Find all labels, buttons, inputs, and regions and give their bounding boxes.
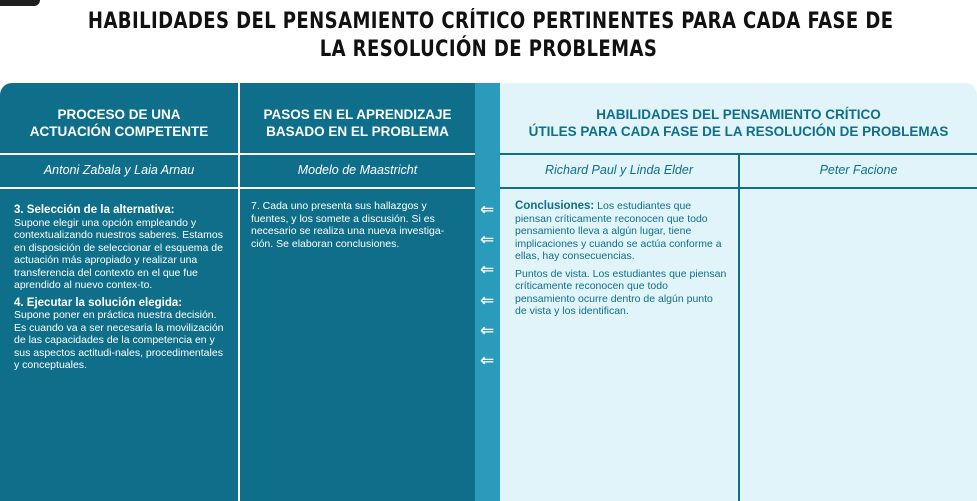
authors-facione: Peter Facione — [819, 163, 898, 177]
title-line-1: HABILIDADES DEL PENSAMIENTO CRÍTICO PERTINENTES PARA CADA FASE DE — [87, 9, 894, 34]
conclusions-text: Los estudiantes que piensan críticamente reconocen que todo pensamiento lleva a algún lugar, tiene implicaciones y cuando se actúa conforme a ellas, hay consecuencias. — [515, 200, 722, 262]
paul-elder-body — [515, 200, 727, 323]
competent-action-body — [14, 204, 230, 377]
authors-paul-elder: Richard Paul y Linda Elder — [545, 163, 693, 177]
authors-zabala-arnau: Antoni Zabala y Laia Arnau — [43, 163, 195, 177]
header-divider-1 — [0, 153, 238, 155]
step-3-title: 3. Selección de la alternativa: — [14, 204, 175, 216]
left-arrow-icon: ⇐ — [480, 230, 495, 250]
competent-action-header-line-2: ACTUACIÓN COMPETENTE — [29, 124, 209, 139]
pbl-steps-header — [240, 106, 475, 140]
maastricht-model: Modelo de Maastricht — [297, 163, 418, 177]
pbl-steps-header-line-1: PASOS EN EL APRENDIZAJE — [263, 107, 452, 122]
left-arrow-icon: ⇐ — [480, 200, 495, 220]
header-divider-2 — [240, 153, 475, 155]
subheader-divider-1 — [0, 187, 238, 189]
corner-decoration — [0, 0, 40, 6]
step-4-text: Supone poner en práctica nuestra decisión. Es cuando va a ser necesaria la movilización de las capacidades de la competencia en y sus aspectos actitudi-nales, procedimentales y conceptuales. — [14, 309, 224, 371]
left-arrow-icon: ⇐ — [480, 321, 495, 341]
pbl-steps-header-line-2: BASADO EN EL PROBLEMA — [266, 124, 449, 139]
pbl-step-7-text: 7. Cada uno presenta sus hallazgos y fuentes, y los somete a discusión. Si es necesario se realiza una nueva investiga-ción. Se elaboran conclusiones. — [251, 200, 445, 250]
page-title — [87, 8, 894, 64]
step-4-title: 4. Ejecutar la solución elegida: — [14, 296, 183, 309]
competent-action-header — [0, 106, 238, 140]
conclusions-title: Conclusiones: — [515, 200, 595, 212]
critical-thinking-header-line-2: ÚTILES PARA CADA FASE DE LA RESOLUCIÓN DE PROBLEMAS — [528, 124, 949, 139]
left-arrow-icon: ⇐ — [480, 351, 495, 371]
pbl-steps-panel — [240, 83, 475, 501]
left-arrow-icon: ⇐ — [480, 291, 495, 311]
title-line-2: LA RESOLUCIÓN DE PROBLEMAS — [319, 37, 658, 62]
step-3-text: Supone elegir una opción empleando y contextualizando nuestros saberes. Estamos en disposición de seleccionar el esquema de actuación más apropiado y realizar una transferencia del contexto en el que fue aprendido al nuevo contex-to. — [14, 216, 223, 291]
viewpoints-text: Puntos de vista. Los estudiantes que piensan críticamente reconocen que todo pensamiento ocurre dentro de algún punto de vista y los identifican. — [515, 267, 727, 317]
competent-action-header-line-1: PROCESO DE UNA — [57, 107, 181, 122]
left-arrow-icon: ⇐ — [480, 260, 495, 280]
critical-thinking-header-line-1: HABILIDADES DEL PENSAMIENTO CRÍTICO — [596, 107, 881, 122]
critical-thinking-header — [500, 106, 977, 140]
column-divider — [738, 153, 740, 501]
subheader-divider-2 — [240, 187, 475, 189]
